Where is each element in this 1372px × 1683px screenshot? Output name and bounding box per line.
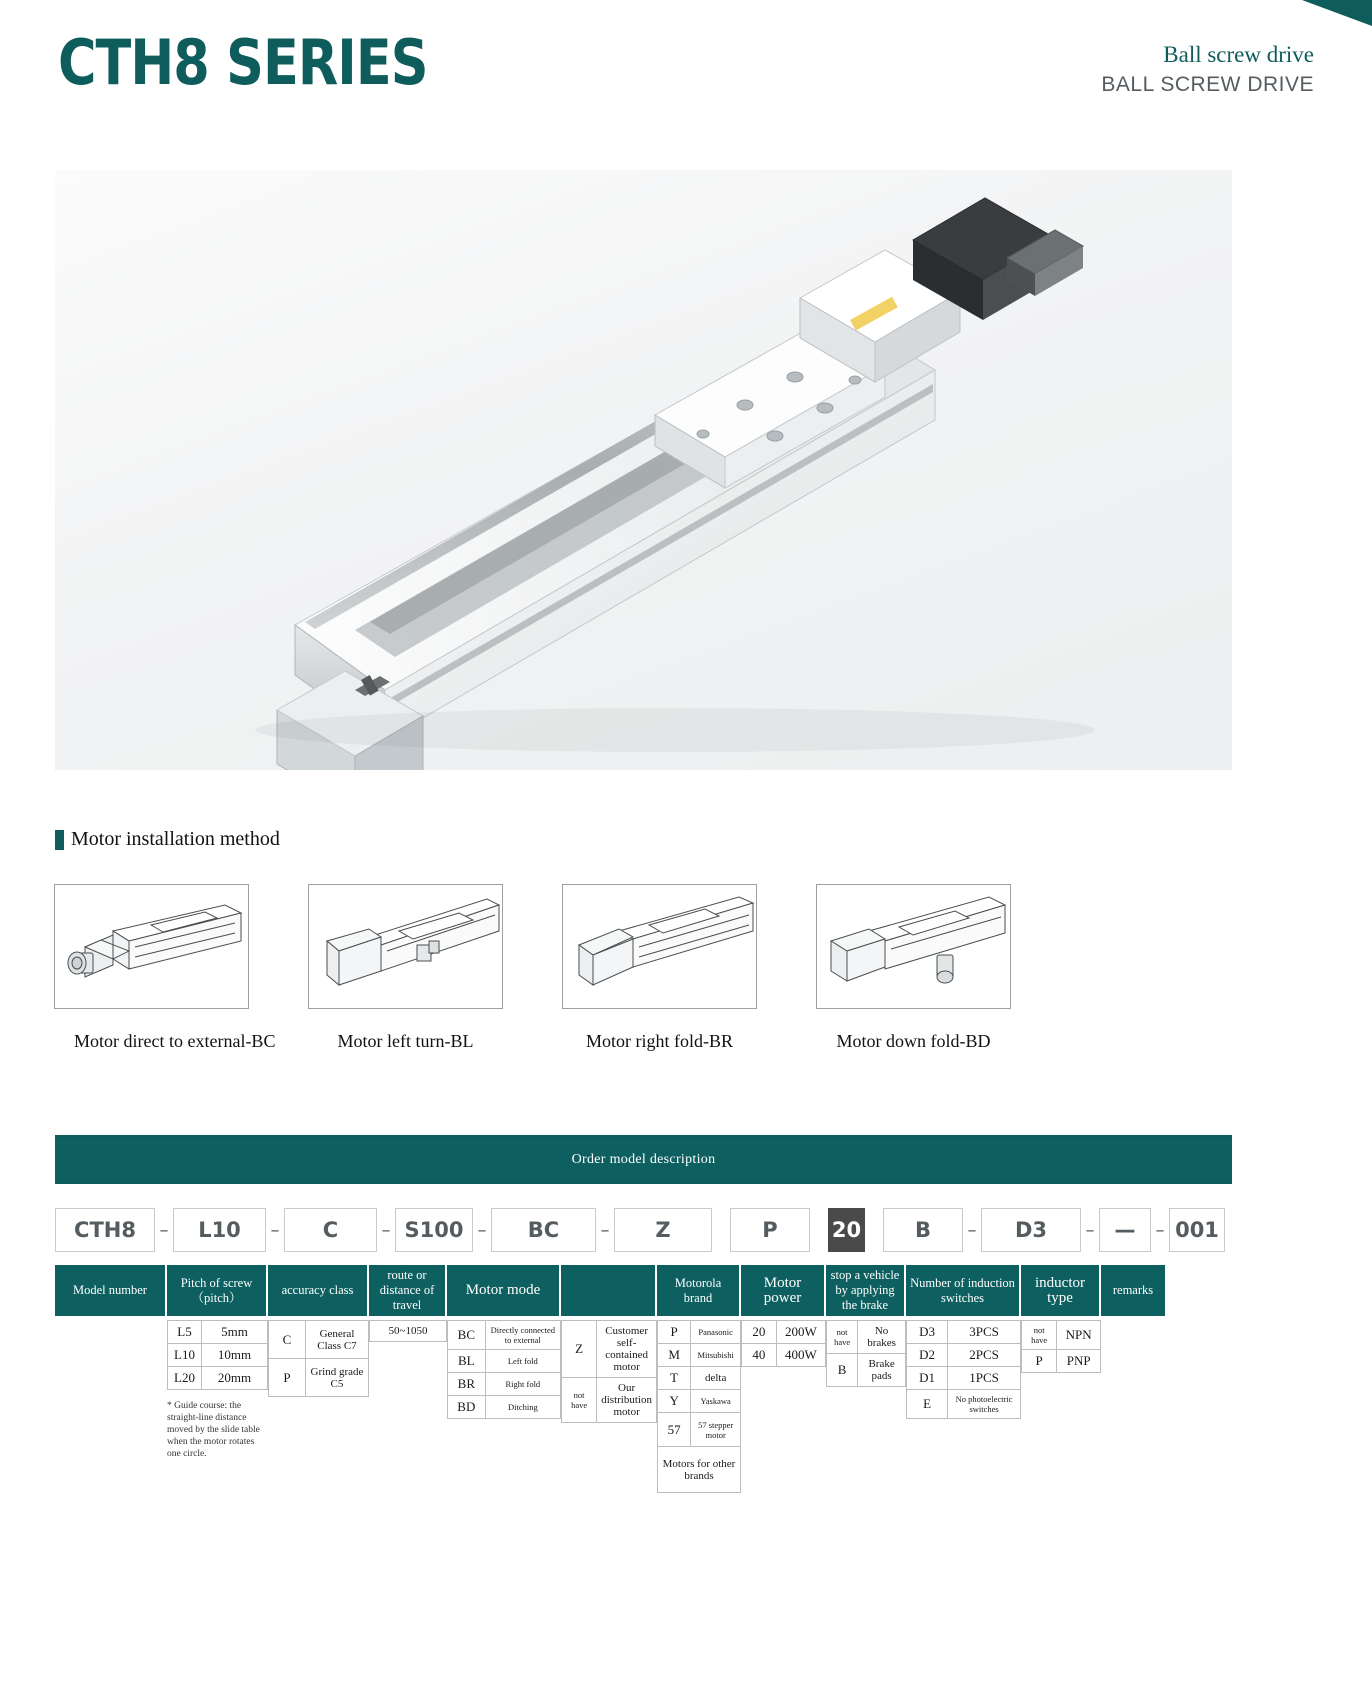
install-caption-bd: Motor down fold-BD <box>836 1031 991 1051</box>
options-motor-brand <box>657 1320 741 1493</box>
label-accuracy: accuracy class <box>268 1265 369 1316</box>
options-travel <box>369 1320 447 1342</box>
mode-val-bd: Ditching <box>485 1396 560 1419</box>
options-accuracy <box>268 1320 369 1397</box>
brand-key-m: M <box>658 1344 691 1367</box>
install-diagram-br <box>562 884 757 1009</box>
brand-val-57: 57 stepper motor <box>691 1413 741 1447</box>
corner-decoration <box>1302 0 1372 26</box>
brake-key-b: B <box>827 1354 858 1387</box>
brand-key-p: P <box>658 1321 691 1344</box>
code-separator: – <box>1155 1219 1165 1241</box>
source-val-none: Our distribution motor <box>597 1378 657 1423</box>
label-inductor-type: inductor type <box>1021 1265 1101 1316</box>
table-row[interactable] <box>742 1321 826 1344</box>
table-row[interactable] <box>269 1359 369 1397</box>
mode-key-bl: BL <box>448 1350 486 1373</box>
section-heading-label: Motor installation method <box>71 828 280 850</box>
code-inductor-type[interactable]: — <box>1099 1208 1151 1252</box>
heading-bullet-icon <box>55 830 64 850</box>
product-illustration <box>55 170 1232 770</box>
table-row[interactable] <box>658 1390 741 1413</box>
switch-val-d3: 3PCS <box>948 1321 1021 1344</box>
switch-key-d1: D1 <box>907 1367 948 1390</box>
subtitle-secondary: BALL SCREW DRIVE <box>1101 73 1314 96</box>
source-key-z: Z <box>562 1321 597 1378</box>
power-val-20: 200W <box>776 1321 825 1344</box>
accuracy-val-p: Grind grade C5 <box>305 1359 368 1397</box>
motor-installation-cards <box>54 884 1234 1052</box>
code-brake[interactable]: B <box>883 1208 963 1252</box>
code-switch-count[interactable]: D3 <box>981 1208 1081 1252</box>
brand-key-y: Y <box>658 1390 691 1413</box>
brake-val-b: Brake pads <box>858 1354 906 1387</box>
label-brake: stop a vehicle by applying the brake <box>826 1265 906 1316</box>
mode-val-br: Right fold <box>485 1373 560 1396</box>
code-motor-power[interactable]: 20 <box>828 1208 865 1252</box>
install-caption-bl: Motor left turn-BL <box>337 1031 474 1051</box>
pitch-val-l10: 10mm <box>202 1344 268 1367</box>
switch-key-d3: D3 <box>907 1321 948 1344</box>
table-row[interactable] <box>907 1367 1021 1390</box>
accuracy-key-p: P <box>269 1359 306 1397</box>
accuracy-table <box>268 1320 369 1397</box>
table-row[interactable] <box>448 1396 561 1419</box>
code-separator: – <box>270 1219 280 1241</box>
install-card-bl <box>308 884 503 1052</box>
install-caption-bc: Motor direct to external-BC <box>74 1031 276 1051</box>
header-subtitles <box>1101 40 1314 100</box>
product-photo <box>55 170 1232 770</box>
code-separator: – <box>477 1219 487 1241</box>
table-row[interactable] <box>907 1321 1021 1344</box>
brake-table <box>826 1320 906 1387</box>
table-row[interactable] <box>742 1344 826 1367</box>
label-motor-source <box>561 1265 657 1316</box>
mode-key-bd: BD <box>448 1396 486 1419</box>
install-card-bd <box>816 884 1011 1052</box>
table-row[interactable] <box>827 1354 906 1387</box>
options-switch-count <box>906 1320 1021 1419</box>
code-motor-source[interactable]: Z <box>614 1208 712 1252</box>
options-inductor-type <box>1021 1320 1101 1373</box>
section-heading-motor-installation <box>55 828 280 851</box>
code-accuracy[interactable]: C <box>284 1208 377 1252</box>
motor-brand-table <box>657 1320 741 1493</box>
code-model-number[interactable]: CTH8 <box>55 1208 155 1252</box>
install-diagram-bl <box>308 884 503 1009</box>
order-label-row <box>55 1265 1232 1316</box>
table-row[interactable] <box>658 1367 741 1390</box>
label-switch-count: Number of induction switches <box>906 1265 1021 1316</box>
brake-key-none: not have <box>827 1321 858 1354</box>
table-row[interactable] <box>827 1321 906 1354</box>
table-row[interactable] <box>370 1321 447 1342</box>
install-illustration-bd <box>817 885 1010 1008</box>
switch-val-d2: 2PCS <box>948 1344 1021 1367</box>
inductor-table <box>1021 1320 1101 1373</box>
source-val-z: Customer self-contained motor <box>597 1321 657 1378</box>
table-row[interactable] <box>168 1344 268 1367</box>
install-illustration-bc <box>55 885 248 1008</box>
install-illustration-br <box>563 885 756 1008</box>
order-model-description <box>55 1135 1232 1184</box>
label-model-number: Model number <box>55 1265 167 1316</box>
table-row[interactable] <box>562 1321 657 1378</box>
inductor-key-none: not have <box>1022 1321 1057 1350</box>
motor-power-table <box>741 1320 826 1367</box>
install-card-br <box>562 884 757 1052</box>
source-key-none: not have <box>562 1378 597 1423</box>
label-motor-brand: Motorola brand <box>657 1265 741 1316</box>
pitch-val-l20: 20mm <box>202 1367 268 1390</box>
table-row[interactable] <box>269 1321 369 1359</box>
table-row[interactable] <box>448 1350 561 1373</box>
order-title: Order model description <box>55 1138 1232 1181</box>
table-row[interactable] <box>658 1447 741 1493</box>
order-options-row <box>55 1320 1232 1493</box>
switch-val-e: No photoelectric switches <box>948 1390 1021 1419</box>
table-row[interactable] <box>907 1390 1021 1419</box>
mode-key-bc: BC <box>448 1321 486 1350</box>
table-row[interactable] <box>658 1413 741 1447</box>
motor-source-table <box>561 1320 657 1423</box>
inductor-val-npn: NPN <box>1057 1321 1101 1350</box>
brand-key-t: T <box>658 1367 691 1390</box>
options-motor-power <box>741 1320 826 1367</box>
subtitle-primary: Ball screw drive <box>1163 42 1314 67</box>
inductor-key-p: P <box>1022 1350 1057 1373</box>
pitch-key-l20: L20 <box>168 1367 202 1390</box>
options-motor-source <box>561 1320 657 1423</box>
code-separator: – <box>381 1219 391 1241</box>
page-header <box>58 26 1314 126</box>
label-motor-power: Motor power <box>741 1265 826 1316</box>
mode-val-bl: Left fold <box>485 1350 560 1373</box>
table-row[interactable] <box>168 1367 268 1390</box>
install-illustration-bl <box>309 885 502 1008</box>
pitch-val-l5: 5mm <box>202 1321 268 1344</box>
accuracy-val-c: General Class C7 <box>305 1321 368 1359</box>
switch-count-table <box>906 1320 1021 1419</box>
code-separator: – <box>967 1219 977 1241</box>
pitch-key-l5: L5 <box>168 1321 202 1344</box>
table-row[interactable] <box>448 1321 561 1350</box>
table-row[interactable] <box>562 1378 657 1423</box>
table-row[interactable] <box>448 1373 561 1396</box>
travel-range: 50~1050 <box>370 1321 447 1342</box>
brand-val-p: Panasonic <box>691 1321 741 1344</box>
options-brake <box>826 1320 906 1387</box>
travel-table <box>369 1320 447 1342</box>
code-remarks[interactable]: 001 <box>1169 1208 1225 1252</box>
install-card-bc <box>54 884 276 1052</box>
code-separator: – <box>159 1219 169 1241</box>
switch-val-d1: 1PCS <box>948 1367 1021 1390</box>
motor-mode-table <box>447 1320 561 1419</box>
table-row[interactable] <box>1022 1321 1101 1350</box>
code-motor-mode[interactable]: BC <box>491 1208 596 1252</box>
table-row[interactable] <box>1022 1350 1101 1373</box>
label-travel: route or distance of travel <box>369 1265 447 1316</box>
pitch-table <box>167 1320 268 1390</box>
switch-key-d2: D2 <box>907 1344 948 1367</box>
brand-key-57: 57 <box>658 1413 691 1447</box>
brand-val-m: Mitsubishi <box>691 1344 741 1367</box>
order-code-row <box>55 1206 1232 1254</box>
code-travel[interactable]: S100 <box>395 1208 473 1252</box>
brand-note: Motors for other brands <box>658 1447 741 1493</box>
switch-key-e: E <box>907 1390 948 1419</box>
order-bottom-rule <box>55 1181 1232 1184</box>
inductor-val-pnp: PNP <box>1057 1350 1101 1373</box>
pitch-footnote: * Guide course: the straight-line distance moved by the slide table when the motor rotates one circle. <box>167 1401 260 1459</box>
label-motor-mode: Motor mode <box>447 1265 561 1316</box>
options-pitch <box>167 1320 268 1460</box>
install-diagram-bc <box>54 884 249 1009</box>
table-row[interactable] <box>658 1344 741 1367</box>
power-val-40: 400W <box>776 1344 825 1367</box>
power-key-40: 40 <box>742 1344 777 1367</box>
install-caption-br: Motor right fold-BR <box>586 1031 733 1051</box>
mode-val-bc: Directly connected to external <box>485 1321 560 1350</box>
mode-key-br: BR <box>448 1373 486 1396</box>
table-row[interactable] <box>907 1344 1021 1367</box>
table-row[interactable] <box>658 1321 741 1344</box>
label-remarks: remarks <box>1101 1265 1167 1316</box>
label-pitch: Pitch of screw（pitch） <box>167 1265 268 1316</box>
accuracy-key-c: C <box>269 1321 306 1359</box>
page-title: CTH8 SERIES <box>58 26 428 99</box>
brand-val-t: delta <box>691 1367 741 1390</box>
brake-val-none: No brakes <box>858 1321 906 1354</box>
table-row[interactable] <box>168 1321 268 1344</box>
code-separator: – <box>600 1219 610 1241</box>
power-key-20: 20 <box>742 1321 777 1344</box>
code-pitch[interactable]: L10 <box>173 1208 266 1252</box>
brand-val-y: Yaskawa <box>691 1390 741 1413</box>
code-motor-brand[interactable]: P <box>730 1208 810 1252</box>
code-separator: – <box>1085 1219 1095 1241</box>
install-diagram-bd <box>816 884 1011 1009</box>
options-motor-mode <box>447 1320 561 1419</box>
pitch-key-l10: L10 <box>168 1344 202 1367</box>
